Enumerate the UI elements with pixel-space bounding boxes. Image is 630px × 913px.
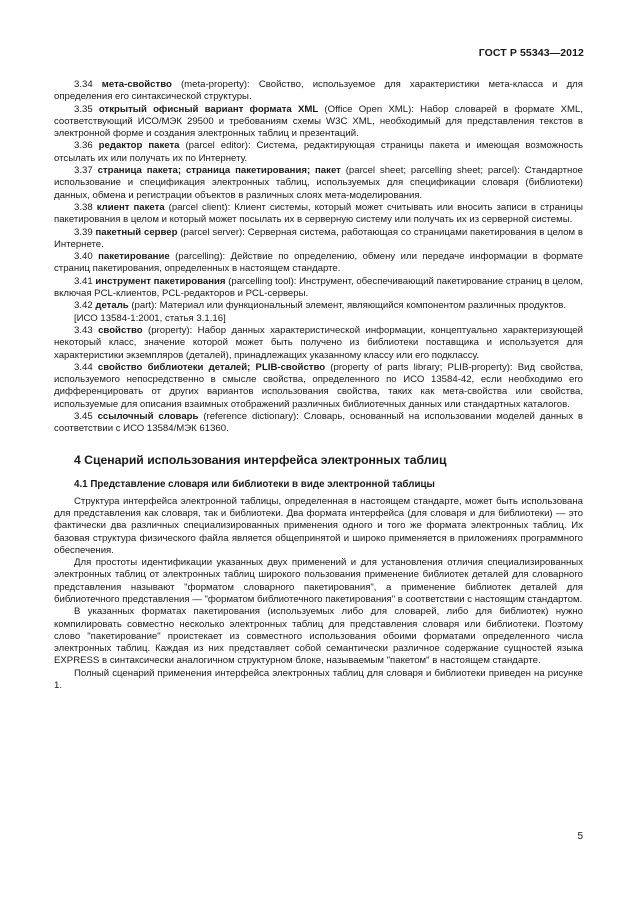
term-entry: 3.43 свойство (property): Набор данных характеристической информации, концептуально характеризующей некоторый класс, значение которой может быть получено из библиотеки поставщика и используется для характеристики экземпляров (деталей), принадлежащих указанному классу или его подклассу.: [54, 324, 583, 361]
term-entry: 3.36 редактор пакета (parcel editor): Система, редактирующая страницы пакета и имеющая возможность отсылать их или получать их по Интернету.: [54, 140, 584, 164]
page-number: 5: [577, 831, 583, 842]
reference-note: [ИСО 13584-1:2001, статья 3.1.16]: [74, 312, 226, 324]
term-entry: 3.37 страница пакета; страница пакетирования; пакет (parcel sheet; parcelling sheet; parcel): Стандартное использование и спецификация электронных таблиц, используемых для спецификации словаря (библиотеки) данных, обмена и регистрации объектов в различных слоях мета-моделирования.: [54, 165, 583, 201]
term-entry: 3.39 пакетный сервер (parcel server): Серверная система, работающая со страницами пакетирования в целом в Интернете.: [54, 226, 584, 250]
subsection-heading: 4.1 Представление словаря или библиотеки в виде электронной таблицы: [74, 478, 435, 490]
term-entry: 3.38 клиент пакета (parcel client): Клиент системы, который может считывать или вносить записи в страницы пакетирования в целом и который может посылать их в серверную систему или получать их из серверной системы.: [54, 201, 583, 226]
document-header: ГОСТ Р 55343—2012: [478, 47, 584, 59]
term-list-2: [54, 325, 583, 436]
term-list-1: [54, 79, 583, 313]
term-entry: 3.40 пакетирование (parcelling): Действие по определению, обмену или передаче информации в формате страниц пакетирования, определенных в настоящем стандарте.: [54, 251, 583, 275]
body-paragraph: В указанных форматах пакетирования (используемых либо для словарей, либо для библиотек) нужно компилировать совместно несколько электронных таблиц для представления словаря или библиотеки. Поэтому слово "пакетирование" проистекает из совместного использования обоими форматами определенного числа электронных таблиц. Каждая из них представляет собой семантически различное содержание сущностей языка EXPRESS в синтаксически аналогичном структурном блоке, называемым "пакетом" в настоящем стандарте.: [54, 606, 583, 667]
term-entry: 3.44 свойство библиотеки деталей; PLIB-свойство (property of parts library; PLIB-property): Вид свойства, используемого непосредственно в смысле свойства, определенного по ИСО 13584-42, если необходимо его дифференцировать от других вариантов использования свойства, таких как мета-свойства или свойства, используемые для описания взаимных отображений различных библиотечных данных или стандартных каталогов.: [54, 361, 583, 410]
body-paragraph: Структура интерфейса электронной таблицы, определенная в настоящем стандарте, может быть использована для представления как словаря, так и библиотеки. Два формата интерфейса (для словаря и для библиотеки) — это фактически два различных специализированных применения одного и того же формата электронных таблиц. Их базовая структура физического файла является общепринятой и широко применяется в приложениях программного обеспечения.: [54, 495, 583, 556]
term-entry: 3.45 ссылочный словарь (reference dictionary): Словарь, основанный на использовании моделей данных в соответствии с ИСО 13584/МЭК 61360.: [54, 411, 583, 435]
term-entry: 3.42 деталь (part): Материал или функциональный элемент, являющийся компонентом различных продуктов.: [74, 300, 567, 312]
document-body: [54, 79, 583, 692]
section-heading: 4 Сценарий использования интерфейса электронных таблиц: [74, 452, 447, 467]
term-entry: 3.35 открытый офисный вариант формата XML (Office Open XML): Набор словарей в формате XML, соответствующий ИСО/МЭК 29500 и требованиям схемы W3C XML, необходимый для представления текстов в электронной форме и создания электронных таблиц и презентаций.: [54, 103, 584, 140]
term-entry: 3.34 мета-свойство (meta-property): Свойство, используемое для характеристики мета-класса и для определения его синтаксической структуры.: [54, 79, 583, 103]
term-entry: 3.41 инструмент пакетирования (parcelling tool): Инструмент, обеспечивающий пакетирование страниц в целом, включая PCL-клиентов, PCL-редакторов и PCL-серверы.: [54, 275, 584, 300]
body-paragraph: Полный сценарий применения интерфейса электронных таблиц для словаря и библиотеки приведен на рисунке 1.: [54, 667, 583, 692]
body-paragraph: Для простоты идентификации указанных двух применений и для установления отличия специализированных электронных таблиц от электронных таблиц широкого пользования применение библиотек деталей для словарного представления называют "форматом словарного пакетирования", а применение библиотек деталей для библиотечного представления — "форматом библиотечного пакетирования" в соответствии с настоящим стандартом.: [54, 557, 583, 605]
